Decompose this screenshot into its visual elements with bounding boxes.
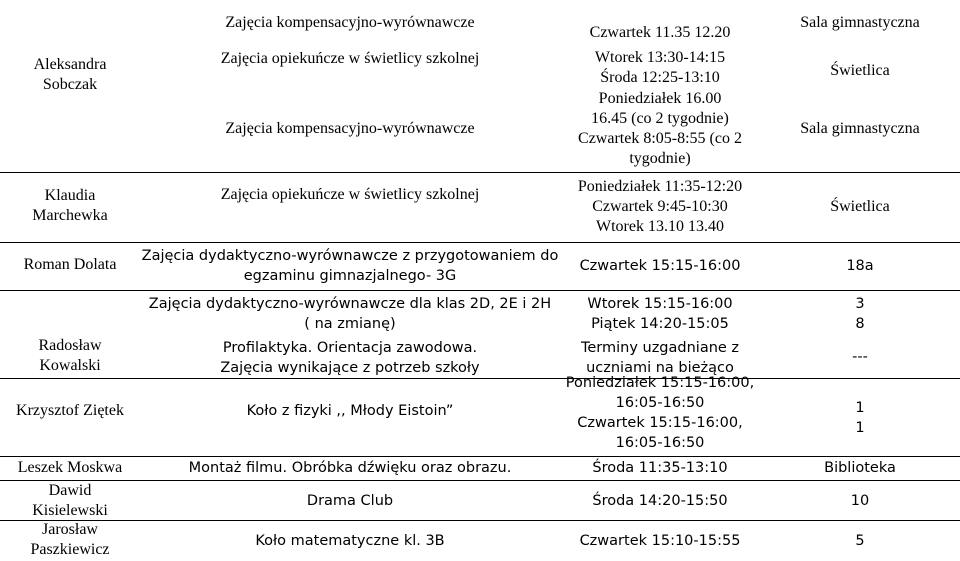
- teacher-name-line: Dawid: [48, 482, 92, 499]
- time-text: 16:05-16:50: [615, 395, 705, 411]
- room-text: Świetlica: [830, 62, 890, 79]
- time-cell: [530, 20, 790, 46]
- time-text: Piątek 14:20-15:05: [591, 316, 729, 332]
- teacher-name-cell: [0, 182, 140, 230]
- time-text: Poniedziałek 16.00: [598, 90, 722, 107]
- activity-cell: [140, 456, 560, 480]
- teacher-name-line: Marchewka: [32, 207, 108, 224]
- room-text: 1: [855, 400, 865, 416]
- teacher-name-cell: [0, 480, 140, 522]
- teacher-name-line: Krzysztof Ziętek: [16, 402, 124, 419]
- activity-text: Koło matematyczne kl. 3B: [255, 533, 445, 549]
- time-text: Środa 12:25-13:10: [600, 69, 720, 86]
- teacher-name-cell: [0, 332, 140, 380]
- time-text: Czwartek 15:10-15:55: [579, 533, 741, 549]
- room-cell: [760, 253, 960, 279]
- time-text: Czwartek 8:05-8:55 (co 2: [578, 130, 742, 147]
- teacher-name-line: Jarosław: [42, 521, 98, 538]
- room-cell: [760, 344, 960, 370]
- room-text: 3: [855, 296, 865, 312]
- room-text: Sala gimnastyczna: [800, 14, 920, 31]
- time-cell: [530, 88, 790, 170]
- activity-cell: [140, 46, 560, 72]
- time-text: Czwartek 9:45-10:30: [592, 198, 728, 215]
- activity-cell: [140, 10, 560, 36]
- time-text: Wtorek 13.10 13.40: [596, 218, 724, 235]
- teacher-name-cell: [0, 252, 140, 278]
- activity-text: Zajęcia dydaktyczno-wyrównawcze z przygotowaniem do: [141, 248, 559, 264]
- time-text: Wtorek 15:15-16:00: [587, 296, 733, 312]
- activity-text: Zajęcia kompensacyjno-wyrównawcze: [225, 14, 475, 31]
- teacher-name-line: Aleksandra: [33, 56, 107, 73]
- time-text: Czwartek 15:15-16:00: [579, 258, 741, 274]
- room-text: 1: [855, 420, 865, 436]
- time-cell: [530, 292, 790, 336]
- activity-cell: [140, 336, 560, 380]
- room-text: 5: [855, 533, 865, 549]
- activity-cell: [140, 488, 560, 514]
- time-cell: [530, 176, 790, 238]
- activity-text: Zajęcia opiekuńcze w świetlicy szkolnej: [220, 50, 480, 67]
- room-text: 10: [850, 493, 870, 509]
- room-cell: [760, 116, 960, 142]
- teacher-name-cell: [0, 398, 140, 424]
- room-cell: [760, 528, 960, 554]
- teacher-name-line: Kowalski: [39, 357, 101, 374]
- teacher-name-line: Leszek Moskwa: [17, 459, 123, 476]
- activity-cell: [140, 398, 560, 424]
- time-text: Czwartek 15:15-16:00,: [577, 415, 743, 431]
- time-cell: [530, 488, 790, 514]
- room-cell: [760, 194, 960, 220]
- time-text: Środa 14:20-15:50: [592, 493, 728, 509]
- teacher-name-line: Kisielewski: [32, 502, 108, 519]
- activity-text: ( na zmianę): [304, 316, 396, 332]
- activity-cell: [140, 116, 560, 142]
- activity-text: Montaż filmu. Obróbka dźwięku oraz obrazu.: [188, 460, 512, 476]
- room-text: Sala gimnastyczna: [800, 120, 920, 137]
- teacher-name-cell: [0, 456, 140, 480]
- time-text: 16.45 (co 2 tygodnie): [591, 110, 729, 127]
- room-cell: [760, 58, 960, 84]
- room-text: Biblioteka: [824, 460, 896, 476]
- time-text: Wtorek 13:30-14:15: [594, 49, 726, 66]
- teacher-name-line: Radosław: [38, 337, 102, 354]
- teacher-name-line: Klaudia: [44, 187, 96, 204]
- room-cell: [760, 396, 960, 440]
- time-text: Poniedziałek 11:35-12:20: [577, 178, 743, 195]
- time-text: tygodnie): [629, 150, 691, 167]
- time-text: Środa 11:35-13:10: [592, 460, 728, 476]
- room-cell: [760, 456, 960, 480]
- activity-cell: [140, 182, 560, 208]
- activity-text: Zajęcia wynikające z potrzeb szkoły: [220, 360, 480, 376]
- time-text: Terminy uzgadniane z: [580, 340, 740, 356]
- room-text: 18a: [846, 258, 874, 274]
- room-cell: [760, 10, 960, 36]
- room-cell: [760, 488, 960, 514]
- activity-text: Zajęcia opiekuńcze w świetlicy szkolnej: [220, 186, 480, 203]
- time-cell: [530, 253, 790, 279]
- teacher-name-line: Paszkiewicz: [30, 541, 110, 558]
- teacher-name-line: Sobczak: [42, 76, 98, 93]
- activity-text: Zajęcia kompensacyjno-wyrównawcze: [225, 120, 475, 137]
- activity-text: Drama Club: [306, 493, 394, 509]
- activity-cell: [140, 292, 560, 336]
- time-text: 16:05-16:50: [615, 435, 705, 451]
- room-text: Świetlica: [830, 198, 890, 215]
- time-text: Poniedziałek 15:15-16:00,: [565, 375, 755, 391]
- time-text: uczniami na bieżąco: [586, 360, 734, 376]
- teacher-name-line: Roman Dolata: [23, 256, 117, 273]
- time-text: Czwartek 11.35 12.20: [589, 24, 731, 41]
- time-cell: [530, 528, 790, 554]
- activity-cell: [140, 528, 560, 554]
- room-cell: [760, 292, 960, 336]
- activity-text: Zajęcia dydaktyczno-wyrównawcze dla klas 2D, 2E i 2H: [148, 296, 552, 312]
- activity-cell: [140, 244, 560, 288]
- time-cell: [530, 46, 790, 90]
- activity-text: Profilaktyka. Orientacja zawodowa.: [222, 340, 478, 356]
- activity-text: egzaminu gimnazjalnego- 3G: [243, 268, 457, 284]
- room-text: 8: [855, 316, 865, 332]
- room-text: ---: [852, 349, 868, 365]
- teacher-name-cell: [0, 40, 140, 110]
- activity-text: Koło z fizyki ,, Młody Eistoin”: [246, 403, 454, 419]
- time-cell: [530, 372, 790, 454]
- teacher-name-cell: [0, 520, 140, 560]
- time-cell: [530, 456, 790, 480]
